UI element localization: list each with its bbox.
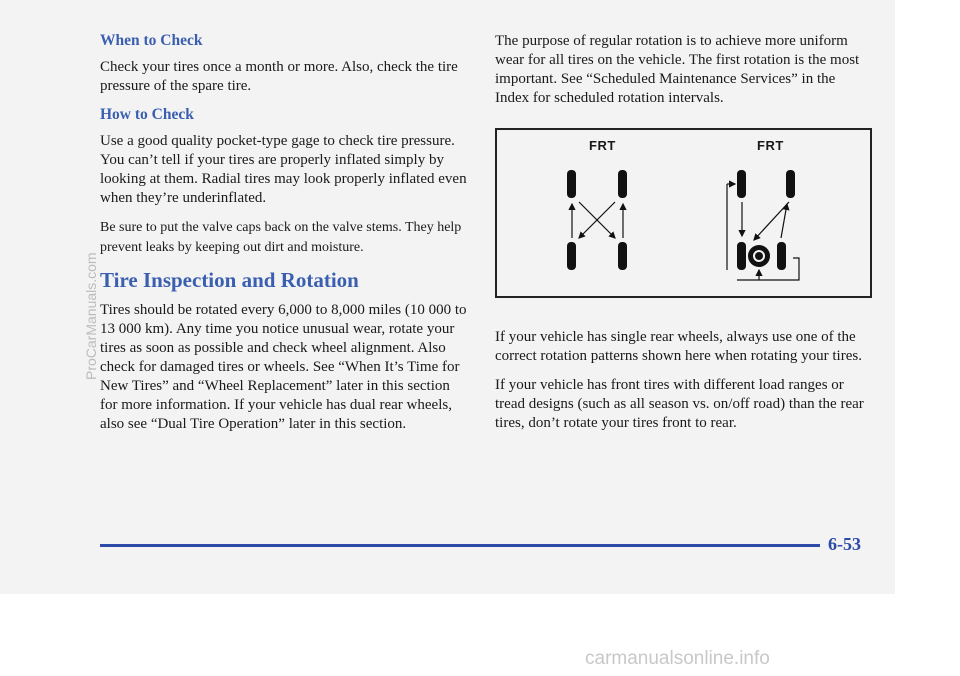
bottom-watermark: carmanualsonline.info [585,648,770,669]
rotation-pattern-figure [495,128,872,298]
right-column [495,32,870,443]
page-number: 6-53 [828,534,861,554]
when-to-check-text: Check your tires once a month or more. Also, check the tire pressure of the spare tire. [100,59,458,94]
tire-front-left-a [567,170,576,198]
footer-rule [100,544,820,547]
single-rear-wheels-text: If your vehicle has single rear wheels, always use one of the correct rotation patterns shown here when rotating your tires. [495,329,862,364]
front-tires-different-text: If your vehicle has front tires with different load ranges or tread designs (such as all season vs. on/off road) than the rear tires, don’t rotate your tires front to rear. [495,377,864,431]
tire-front-right-a [618,170,627,198]
tire-front-right-b [786,170,795,198]
valve-caps-text: Be sure to put the valve caps back on the valve stems. They help prevent leaks by keeping out dirt and moisture. [100,220,462,255]
how-to-check-heading: How to Check [100,106,194,123]
section-title: Tire Inspection and Rotation [100,268,359,292]
when-to-check-heading: When to Check [100,32,203,49]
tire-rear-right-b [777,242,786,270]
left-column [100,32,470,444]
rotation-interval-text: Tires should be rotated every 6,000 to 8,000 miles (10 000 to 13 000 km). Any time you notice unusual wear, rotate your tires as soon as possible and check wheel alignment. Also check for damaged tires or wheels. See “When It’s Time for New Tires” and “Wheel Replacement” later in this section for more information. If your vehicle has dual rear wheels, also see “Dual Tire Operation” later in this section. [100,302,467,432]
spare-tire [748,245,770,267]
frt-label-right: FRT [757,138,784,153]
rotation-purpose-text: The purpose of regular rotation is to achieve more uniform wear for all tires on the vehicle. The first rotation is the most important. See “Scheduled Maintenance Services” in the Index for scheduled rotation intervals. [495,33,860,106]
side-watermark: ProCarManuals.com [83,252,99,380]
tire-rear-left-a [567,242,576,270]
tire-front-left-b [737,170,746,198]
rotation-diagram [497,130,870,296]
tire-rear-right-a [618,242,627,270]
tire-rear-left-b [737,242,746,270]
frt-label-left: FRT [589,138,616,153]
how-to-check-text: Use a good quality pocket-type gage to check tire pressure. You can’t tell if your tires are properly inflated simply by looking at them. Radial tires may look properly inflated even when they’re underinflated. [100,133,467,206]
